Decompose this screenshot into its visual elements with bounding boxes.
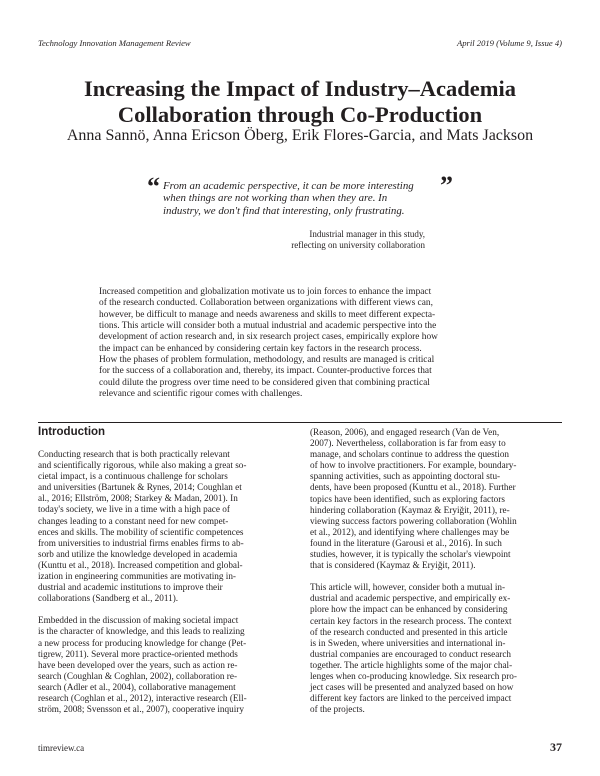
paragraph-gap (38, 604, 290, 615)
text-line: search (Adler et al., 2004), collaborative management (38, 681, 236, 692)
article-authors: Anna Sannö, Anna Ericson Öberg, Erik Flores-Garcia, and Mats Jackson (66, 127, 534, 144)
text-line: the impact can be enhanced by considering certain key factors in the research process. (99, 343, 422, 354)
text-line: manage, and scholars continue to address the question (310, 449, 510, 460)
text-line: found in the literature (Garousi et al., 2016). In such (310, 537, 502, 548)
text-line: certain key factors in the research process. The context (310, 615, 512, 626)
pull-quote (163, 180, 443, 217)
text-line: ström, 2008; Svensson et al., 2007), cooperative inquiry (38, 704, 244, 715)
text-line: ject cases will be presented and analyzed based on how (310, 682, 514, 693)
text-line: and universities (Bartunek & Rynes, 2014; Coughlan et (38, 482, 242, 493)
text-line: ences and skills. The mobility of scientific competences (38, 526, 244, 537)
journal-name: Technology Innovation Management Review (38, 38, 191, 48)
text-line: changes leading to a constant need for new compet- (38, 515, 229, 526)
text-line: could dilute the progress over time need to be considered given that combining practical (99, 377, 430, 388)
text-line: lenges when co-producing knowledge. Six research pro- (310, 670, 517, 681)
text-line: 2007). Nevertheless, collaboration is far from easy to (310, 438, 506, 449)
text-line: How the phases of problem formulation, methodology, and results are managed is critical (99, 355, 435, 366)
quote-line: industry, we don't find that interesting, only frustrating. (163, 204, 405, 217)
text-line: sorb and utilize the knowledge developed in academia (38, 548, 238, 559)
text-line: research (Coghlan et al., 2012), interactive research (Ell- (38, 692, 247, 703)
text-line: together. The article highlights some of the major chal- (310, 659, 513, 670)
text-line: studies, however, it is typically the scholar's viewpoint (310, 549, 511, 560)
text-line: tions. This article will consider both a mutual industrial and academic perspective into the (99, 321, 437, 332)
title-line-1: Increasing the Impact of Industry–Academia (83, 76, 517, 101)
right-column (310, 427, 562, 715)
text-line: Embedded in the discussion of making societal impact (38, 615, 239, 626)
text-line: from universities to industrial firms enables firms to ab- (38, 537, 244, 548)
text-line: spanning activities, such as appointing doctoral stu- (310, 471, 501, 482)
text-line: et al., 2012), and identifying where challenges may be (310, 526, 510, 537)
section-divider (38, 422, 562, 423)
attribution-line: reflecting on university collaboration (291, 240, 425, 250)
left-column (38, 449, 290, 715)
text-line: however, be difficult to manage and needs awareness and skills to meet different expecta- (99, 309, 436, 320)
text-line: dents, have been proposed (Kunttu et al., 2018). Further (310, 482, 516, 493)
text-line: of the projects. (310, 704, 365, 715)
text-line: of the research conducted and presented in this article (310, 626, 508, 637)
text-line: dustrial and academic perspective, and empirically ex- (310, 593, 511, 604)
title-line-2: Collaboration through Co-Production (117, 102, 483, 127)
text-line: plore how the impact can be enhanced by considering (310, 604, 508, 615)
text-line: This article will, however, consider both a mutual in- (310, 582, 506, 593)
text-line: a new process for producing knowledge for change (Pet- (38, 637, 247, 648)
quote-line: From an academic perspective, it can be more interesting (163, 180, 414, 192)
text-line: of the research conducted. Collaboration between organizations with different views can, (99, 298, 433, 309)
text-line: topics have been identified, such as exploring factors (310, 493, 505, 504)
article-title (20, 76, 580, 128)
text-line: search (Coughlan & Coghlan, 2002), collaboration re- (38, 670, 238, 681)
text-line: (Reason, 2006), and engaged research (Van de Ven, (310, 427, 500, 437)
text-line: dustrial companies are encouraged to conduct research (310, 648, 512, 659)
text-line: and scientifically rigorous, while also making a great so- (38, 460, 247, 471)
text-line: different key factors are linked to the perceived impact (310, 693, 512, 704)
text-line: is the character of knowledge, and this leads to realizing (38, 626, 245, 637)
text-line: relevance and scientific rigour comes with challenges. (99, 389, 303, 400)
text-line: is in Sweden, where universities and international in- (310, 637, 506, 648)
footer-site: timreview.ca (38, 743, 85, 753)
text-line: Conducting research that is both practically relevant (38, 449, 230, 459)
quote-line: when things are not working than when they are. In (163, 192, 388, 205)
text-line: of how to involve practitioners. For example, boundary- (310, 460, 517, 471)
close-quote-mark: ” (440, 171, 453, 200)
text-line: for the success of a collaboration and, thereby, its impact. Counter-productive forces that (99, 366, 432, 377)
text-line: ization in engineering communities are motivating in- (38, 571, 236, 582)
text-line: have been developed over the years, such as action re- (38, 659, 238, 670)
text-line: collaborations (Sandberg et al., 2011). (38, 593, 179, 604)
section-heading-introduction: Introduction (38, 426, 106, 438)
text-line: dustrial and academic institutions to improve their (38, 582, 223, 593)
text-line: (Kunttu et al., 2018). Increased competition and global- (38, 559, 243, 570)
abstract (99, 287, 509, 400)
text-line: tigrew, 2011). Several more practice-oriented methods (38, 648, 238, 659)
text-line: today's society, we live in a time with a high pace of (38, 504, 230, 515)
text-line: cietal impact, is a continuous challenge for scholars (38, 471, 228, 482)
text-line: that is considered (Kaymaz & Eryiğit, 2011). (310, 560, 476, 571)
paragraph-gap (310, 571, 562, 582)
text-line: Increased competition and globalization motivate us to join forces to enhance the impact (99, 287, 432, 297)
text-line: development of action research and, in six research project cases, empirically explore how (99, 332, 438, 343)
attribution-line: Industrial manager in this study, (309, 229, 425, 239)
page-number: 37 (550, 740, 562, 754)
open-quote-mark: “ (147, 172, 160, 201)
text-line: viewing success factors powering collaboration (Wohlin (310, 515, 517, 526)
text-line: al., 2016; Ellström, 2008; Starkey & Madan, 2001). In (38, 493, 238, 504)
issue-info: April 2019 (Volume 9, Issue 4) (456, 38, 562, 48)
text-line: hindering collaboration (Kaymaz & Eryiğit, 2011), re- (310, 504, 510, 515)
quote-attribution (291, 229, 425, 251)
